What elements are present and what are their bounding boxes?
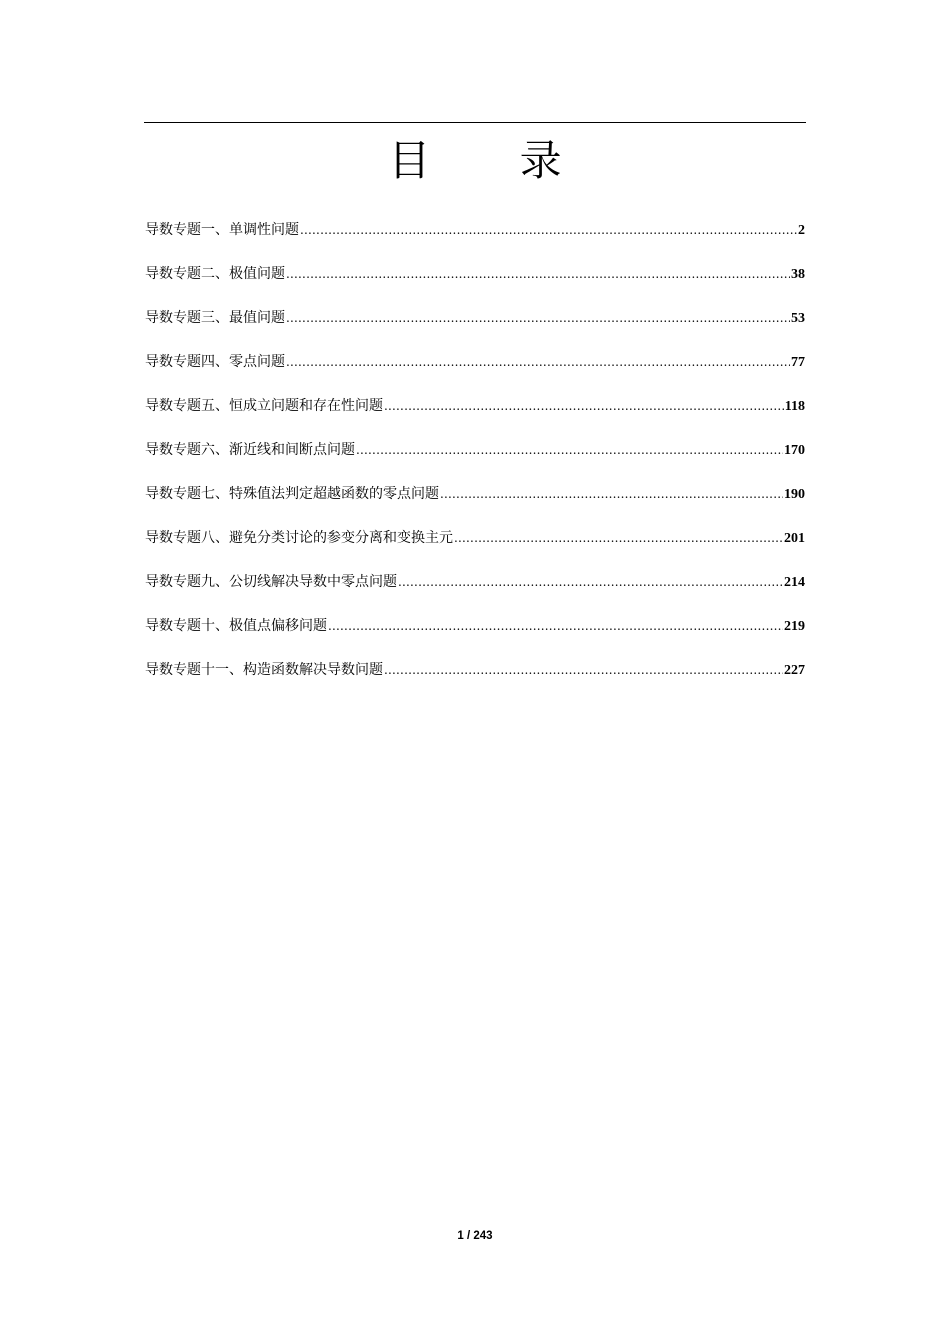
toc-dot-leader (440, 482, 783, 506)
toc-entry-page: 53 (791, 311, 805, 326)
toc-entry-label: 导数专题十一、构造函数解决导数问题 (145, 662, 383, 678)
toc-entry-label: 导数专题一、单调性问题 (145, 222, 299, 238)
toc-entry-label: 导数专题九、公切线解决导数中零点问题 (145, 574, 397, 590)
page-title: 目 录 (388, 136, 600, 185)
toc-entry-page: 38 (791, 267, 805, 282)
toc-entry-page: 77 (791, 355, 805, 370)
toc-dot-leader (286, 306, 790, 330)
toc-entry[interactable] (145, 614, 805, 658)
table-of-contents (145, 218, 805, 702)
toc-entry-label: 导数专题三、最值问题 (145, 310, 285, 326)
toc-entry-label: 导数专题七、特殊值法判定超越函数的零点问题 (145, 486, 439, 502)
toc-dot-leader (384, 394, 784, 418)
toc-entry-page: 227 (784, 663, 805, 678)
toc-dot-leader (286, 262, 790, 286)
toc-entry-label: 导数专题八、避免分类讨论的参变分离和变换主元 (145, 530, 453, 546)
toc-entry[interactable] (145, 262, 805, 306)
toc-entry-label: 导数专题十、极值点偏移问题 (145, 618, 327, 634)
toc-dot-leader (454, 526, 783, 550)
toc-dot-leader (328, 614, 783, 638)
toc-entry-page: 118 (784, 399, 805, 414)
toc-entry[interactable] (145, 306, 805, 350)
toc-dot-leader (286, 350, 790, 374)
toc-entry[interactable] (145, 438, 805, 482)
toc-entry-page: 219 (784, 619, 805, 634)
toc-entry-label: 导数专题二、极值问题 (145, 266, 285, 282)
toc-dot-leader (356, 438, 783, 462)
toc-entry-page: 190 (784, 487, 805, 502)
page-number-footer: 1 / 243 (457, 1230, 493, 1242)
toc-dot-leader (398, 570, 783, 594)
toc-entry[interactable] (145, 218, 805, 262)
header-rule (144, 122, 806, 123)
toc-dot-leader (300, 218, 797, 242)
toc-entry-page: 2 (798, 223, 805, 238)
toc-entry-label: 导数专题四、零点问题 (145, 354, 285, 370)
toc-entry[interactable] (145, 526, 805, 570)
toc-dot-leader (384, 658, 783, 682)
toc-entry[interactable] (145, 658, 805, 702)
toc-entry[interactable] (145, 350, 805, 394)
toc-entry-page: 170 (784, 443, 805, 458)
toc-entry-page: 214 (784, 575, 805, 590)
toc-entry[interactable] (145, 570, 805, 614)
toc-entry-label: 导数专题五、恒成立问题和存在性问题 (145, 398, 383, 414)
toc-entry[interactable] (145, 482, 805, 526)
toc-entry[interactable] (145, 394, 805, 438)
toc-entry-page: 201 (784, 531, 805, 546)
toc-entry-label: 导数专题六、渐近线和间断点问题 (145, 442, 355, 458)
